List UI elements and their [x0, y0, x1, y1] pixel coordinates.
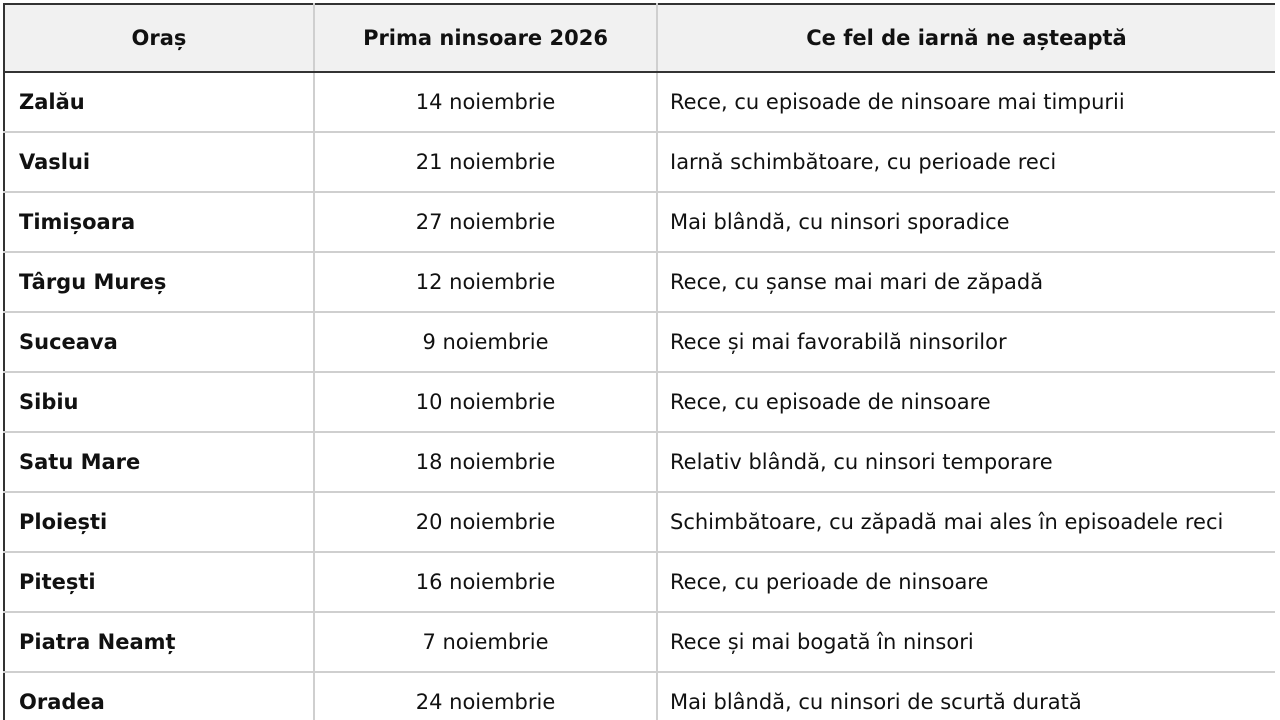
table-row [4, 372, 1275, 432]
table-row [4, 252, 1275, 312]
header-city: Oraș [4, 4, 314, 72]
table-row [4, 132, 1275, 192]
city-cell: Sibiu [4, 372, 314, 432]
winter-cell: Rece și mai favorabilă ninsorilor [657, 312, 1275, 372]
city-cell: Satu Mare [4, 432, 314, 492]
winter-cell: Mai blândă, cu ninsori sporadice [657, 192, 1275, 252]
date-cell: 20 noiembrie [314, 492, 657, 552]
winter-cell: Iarnă schimbătoare, cu perioade reci [657, 132, 1275, 192]
city-cell: Pitești [4, 552, 314, 612]
table-row [4, 432, 1275, 492]
date-cell: 14 noiembrie [314, 72, 657, 132]
date-cell: 7 noiembrie [314, 612, 657, 672]
city-cell: Timișoara [4, 192, 314, 252]
winter-cell: Rece, cu episoade de ninsoare mai timpurii [657, 72, 1275, 132]
table-row [4, 192, 1275, 252]
winter-cell: Schimbătoare, cu zăpadă mai ales în episoadele reci [657, 492, 1275, 552]
table-row [4, 672, 1275, 720]
city-cell: Vaslui [4, 132, 314, 192]
table-header-row [4, 4, 1275, 72]
winter-cell: Rece și mai bogată în ninsori [657, 612, 1275, 672]
date-cell: 18 noiembrie [314, 432, 657, 492]
date-cell: 12 noiembrie [314, 252, 657, 312]
table-row [4, 552, 1275, 612]
date-cell: 16 noiembrie [314, 552, 657, 612]
winter-cell: Rece, cu șanse mai mari de zăpadă [657, 252, 1275, 312]
header-winter-type: Ce fel de iarnă ne așteaptă [657, 4, 1275, 72]
forecast-table-container [3, 3, 1275, 720]
city-cell: Târgu Mureș [4, 252, 314, 312]
date-cell: 9 noiembrie [314, 312, 657, 372]
table-row [4, 612, 1275, 672]
city-cell: Oradea [4, 672, 314, 720]
winter-cell: Rece, cu episoade de ninsoare [657, 372, 1275, 432]
first-snow-table [3, 3, 1275, 720]
city-cell: Piatra Neamț [4, 612, 314, 672]
date-cell: 10 noiembrie [314, 372, 657, 432]
table-row [4, 312, 1275, 372]
winter-cell: Mai blândă, cu ninsori de scurtă durată [657, 672, 1275, 720]
winter-cell: Relativ blândă, cu ninsori temporare [657, 432, 1275, 492]
city-cell: Zalău [4, 72, 314, 132]
date-cell: 24 noiembrie [314, 672, 657, 720]
city-cell: Suceava [4, 312, 314, 372]
winter-cell: Rece, cu perioade de ninsoare [657, 552, 1275, 612]
city-cell: Ploiești [4, 492, 314, 552]
header-first-snow: Prima ninsoare 2026 [314, 4, 657, 72]
table-row [4, 492, 1275, 552]
table-row [4, 72, 1275, 132]
date-cell: 21 noiembrie [314, 132, 657, 192]
date-cell: 27 noiembrie [314, 192, 657, 252]
